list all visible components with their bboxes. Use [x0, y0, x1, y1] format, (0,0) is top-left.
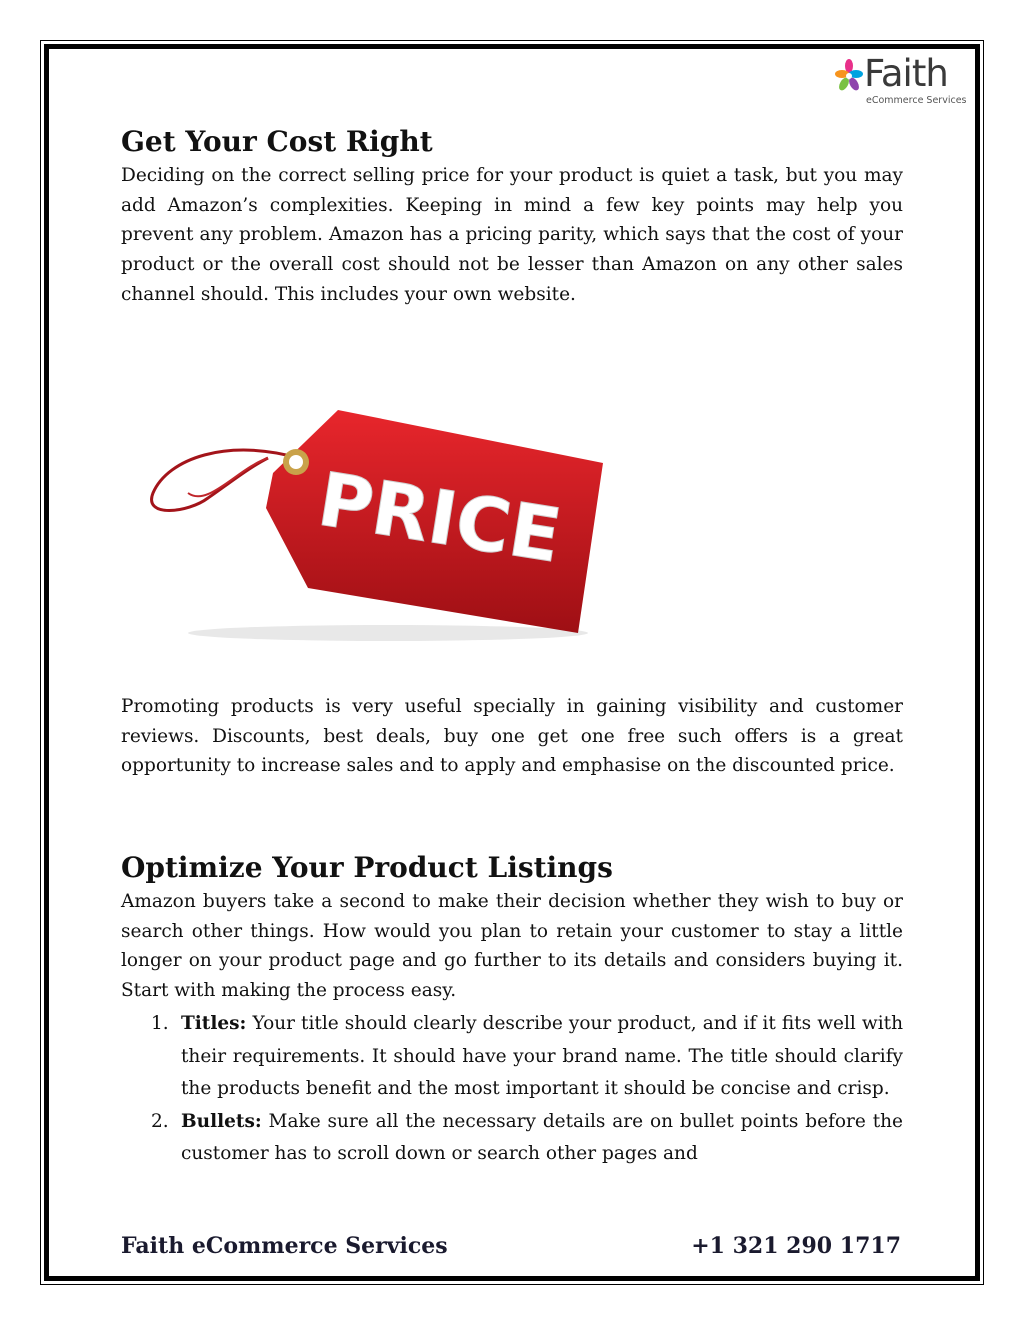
page-footer — [121, 1233, 901, 1267]
paragraph-listings: Amazon buyers take a second to make their decision whether they wish to buy or search other things. How would you plan to retain your customer to stay a little longer on your product page and go further to its details and considers buying it. Start with making the process easy. — [121, 891, 903, 1002]
price-tag-image — [148, 398, 618, 648]
flower-icon — [834, 58, 864, 100]
footer-phone: +1 321 290 1717 — [691, 1233, 901, 1259]
brand-name: Faith — [864, 52, 948, 95]
list-item — [121, 1106, 903, 1171]
section-heading-listings: Optimize Your Product Listings — [121, 851, 613, 884]
list-item-text: Make sure all the necessary details are on bullet points before the customer has to scroll down or search other pages and — [181, 1110, 903, 1165]
paragraph-promoting: Promoting products is very useful specially in gaining visibility and customer reviews. Discounts, best deals, buy one get one free such offers is a great opportunity to increase sales and to apply and emphasise on the discounted price. — [121, 696, 903, 777]
section-heading-cost: Get Your Cost Right — [121, 125, 433, 158]
list-item-number: 1. — [151, 1013, 169, 1034]
brand-logo — [834, 52, 969, 108]
paragraph-cost: Deciding on the correct selling price for your product is quiet a task, but you may add Amazon’s complexities. Keeping in mind a few key points may help you prevent any problem. Amazon has a pricing parity, which says that the cost of your product or the overall cost should not be lesser than Amazon on any other sales channel should. This includes your own website. — [121, 165, 903, 305]
listing-tips-list — [121, 1008, 903, 1171]
list-item-title: Titles: — [181, 1013, 247, 1034]
footer-company: Faith eCommerce Services — [121, 1233, 448, 1259]
list-item-text: Your title should clearly describe your product, and if it fits well with their requirements. It should have your brand name. The title should clarify the products benefit and the most important it should be concise and crisp. — [181, 1013, 903, 1100]
brand-tagline: eCommerce Services — [866, 95, 967, 106]
list-item-number: 2. — [151, 1110, 169, 1132]
list-item — [121, 1008, 903, 1106]
list-item-title: Bullets: — [181, 1110, 262, 1132]
price-tag-text: PRICE — [312, 456, 567, 580]
